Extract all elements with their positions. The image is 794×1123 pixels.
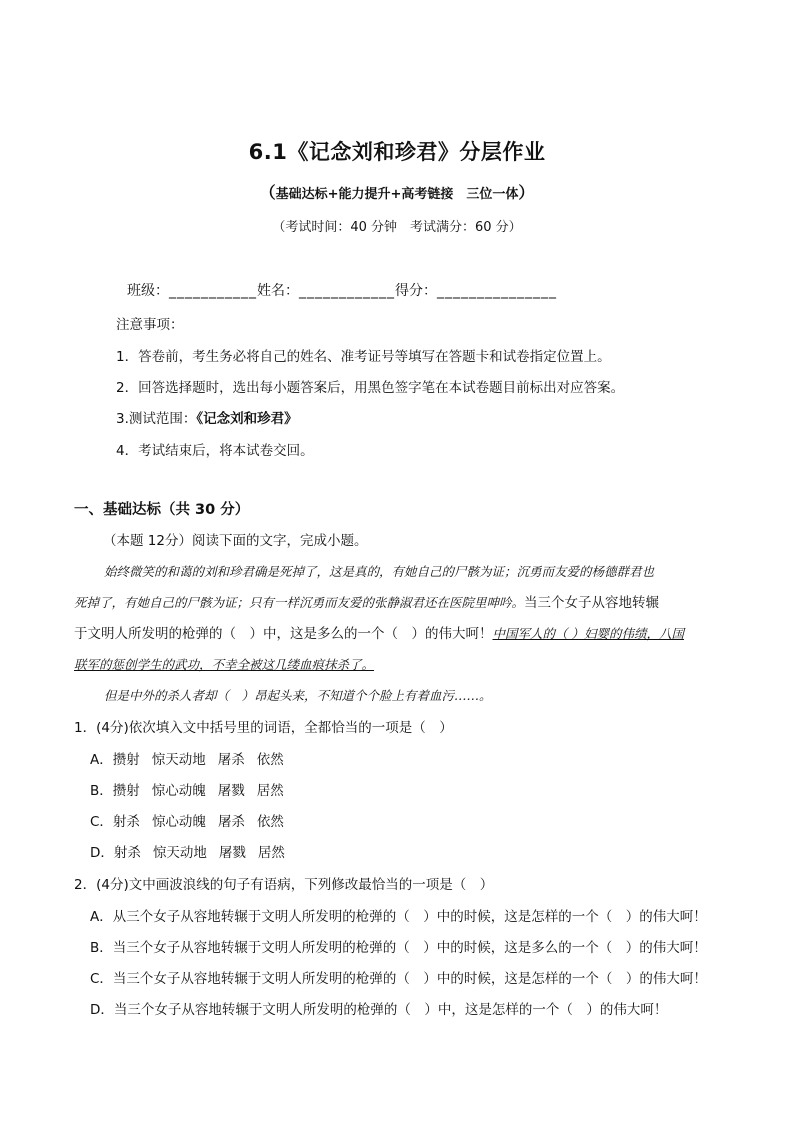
passage-line-2 [74,587,724,619]
passage-line-4 [74,649,724,680]
option-word: 惊心动魄 [151,783,206,799]
reading-intro: （本题 12分）阅读下面的文字，完成小题。 [103,533,368,549]
question-2-stem: 2．(4分)文中画波浪线的句子有语病，下列修改最恰当的一项是（ ） [74,877,494,893]
passage-line-3 [74,618,724,650]
question-1-option-d[interactable] [90,841,297,861]
option-word: 依然 [256,752,284,768]
name-label: 姓名： [257,283,299,299]
option-word: 攒射 [112,783,140,799]
option-word: 屠杀 [217,752,245,768]
question-1-option-a[interactable] [90,748,296,768]
passage-line-2-normal: 当三个女子从容地转辗 [524,595,660,611]
option-word: 惊心动魄 [151,814,206,830]
score-label: 得分： [395,283,437,299]
option-letter: B． [90,783,113,799]
note-4: 4．考试结束后，将本试卷交回。 [116,443,314,459]
subtitle-open-paren: （ [259,183,276,202]
passage-line-1: 始终微笑的和蔼的刘和珍君确是死掉了，这是真的，有她自己的尸骸为证；沉勇而友爱的杨德群君也 [104,564,655,579]
option-letter: A． [90,752,113,768]
student-info-row [127,280,557,300]
wavy-sentence-part-2: 联军的惩创学生的武功，不幸全被这几缕血痕抹杀了。 [74,657,375,672]
page-subtitle [0,180,794,203]
option-word: 惊天动地 [151,752,206,768]
score-blank[interactable]: _______________ [437,283,557,299]
option-word: 居然 [257,845,285,861]
option-word: 屠戮 [218,845,246,861]
question-2-option-c[interactable]: C．当三个女子从容地转辗于文明人所发明的枪弹的（ ）中的时候，这是怎样的一个（ ）的伟大呵！ [90,971,707,987]
passage-line-3-normal: 于文明人所发明的枪弹的（ ）中，这是多么的一个（ ）的伟大呵！ [74,626,493,642]
question-1-option-c[interactable] [90,810,296,830]
note-2: 2．回答选择题时，选出每小题答案后，用黑色签字笔在本试卷题目前标出对应答案。 [116,380,625,396]
option-word: 依然 [256,814,284,830]
wavy-sentence-part-1: 中国军人的（ ）妇婴的伟绩，八国 [492,626,684,641]
option-letter: D． [90,845,114,861]
option-word: 居然 [256,783,284,799]
note-3 [116,407,298,427]
notes-heading: 注意事项： [116,317,184,333]
name-blank[interactable]: ____________ [299,283,395,299]
subtitle-text: 基础达标+能力提升+高考链接 三位一体 [275,187,519,202]
question-2-option-a[interactable]: A．从三个女子从容地转辗于文明人所发明的枪弹的（ ）中的时候，这是怎样的一个（ ）的伟大呵！ [90,909,707,925]
option-word: 屠戮 [217,783,245,799]
section-heading: 一、基础达标（共 30 分） [74,502,250,518]
page-title: 6.1《记念刘和珍君》分层作业 [248,140,546,164]
passage-paragraph-2: 但是中外的杀人者却（ ）昂起头来，不知道个个脸上有着血污……。 [104,688,492,703]
subtitle-close-paren: ） [518,183,535,202]
option-word: 屠杀 [217,814,245,830]
option-word: 射杀 [113,845,141,861]
option-word: 惊天动地 [152,845,207,861]
question-2-option-b[interactable]: B．当三个女子从容地转辗于文明人所发明的枪弹的（ ）中的时候，这是多么的一个（ ）的伟大呵！ [90,940,707,956]
class-blank[interactable]: ___________ [169,283,257,299]
question-1-stem: 1．(4分)依次填入文中括号里的词语，全都恰当的一项是（ ） [74,720,453,736]
option-word: 攒射 [112,752,140,768]
note-3-prefix: 3.测试范围： [116,411,197,427]
exam-info: （考试时间：40 分钟 考试满分：60 分） [272,220,522,235]
note-1: 1．答卷前，考生务必将自己的姓名、准考证号等填写在答题卡和试卷指定位置上。 [116,349,611,365]
option-word: 射杀 [112,814,140,830]
option-letter: C． [90,814,113,830]
question-2-option-d[interactable]: D．当三个女子从容地转辗于文明人所发明的枪弹的（ ）中，这是怎样的一个（ ）的伟大呵！ [90,1002,668,1018]
passage-paragraph-1 [74,556,724,587]
note-3-scope: 《记念刘和珍君》 [196,411,298,427]
question-1-option-b[interactable] [90,779,296,799]
passage-line-2-italic: 死掉了，有她自己的尸骸为证；只有一样沉勇而友爱的张静淑君还在医院里呻吟。 [74,595,525,610]
class-label: 班级： [127,283,169,299]
